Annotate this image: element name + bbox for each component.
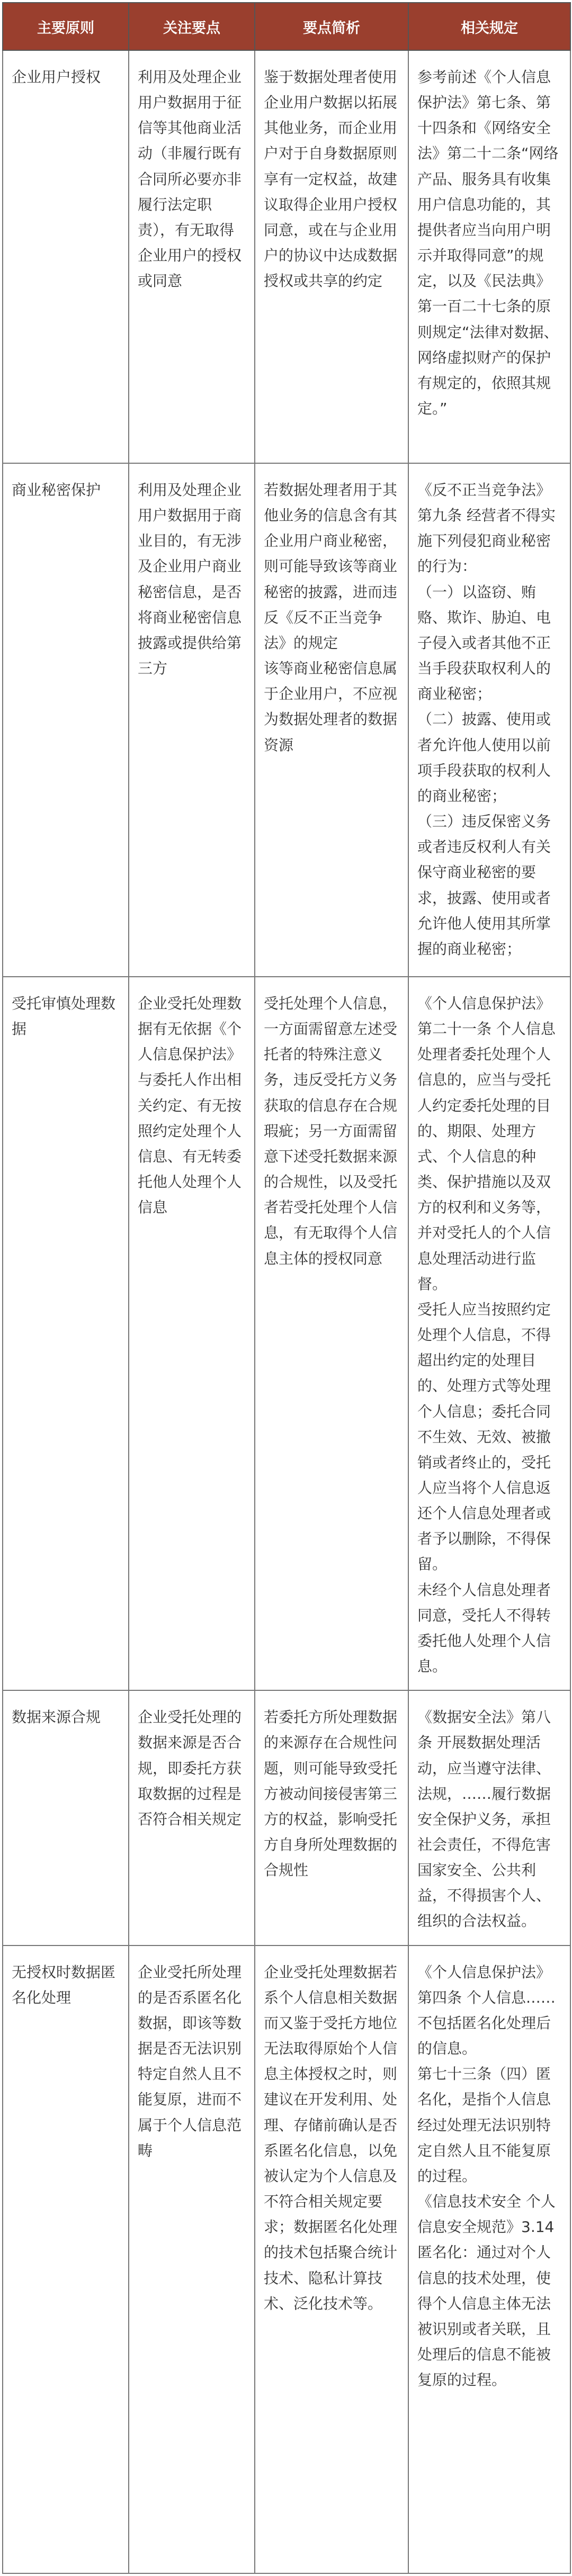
- analysis-text: 若委托方所处理数据的来源存在合规性问题，则可能导致受托方被动间接侵害第三方的权益，影响受托方自身所处理数据的合规性: [264, 1708, 398, 1879]
- cell-regulation: [408, 977, 570, 1690]
- cell-focus: [129, 977, 255, 1690]
- regulation-table: [2, 2, 571, 2574]
- regulation-text: 未经个人信息处理者同意，受托人不得转委托他人处理个人信息。: [417, 1581, 551, 1676]
- regulation-text: （二）披露、使用或者允许他人使用以前项手段获取的权利人的商业秘密；: [417, 710, 551, 805]
- cell-analysis: [255, 1690, 408, 1945]
- cell-focus: [129, 463, 255, 977]
- cell-principle: [3, 1690, 129, 1945]
- header-analysis: 要点简析: [255, 3, 408, 50]
- regulation-text: 《个人信息保护法》第二十一条 个人信息处理者委托处理个人信息的，应当与受托人约定委托处理的目的、期限、处理方式、个人信息的种类、保护措施以及双方的权利和义务等，并对受托人的个人信息处理活动进行监督。: [417, 995, 556, 1293]
- cell-focus: [129, 50, 255, 463]
- cell-principle: [3, 463, 129, 977]
- cell-regulation: [408, 1690, 570, 1945]
- cell-analysis: [255, 463, 408, 977]
- analysis-text: 鉴于数据处理者使用企业用户数据以拓展其他业务，而企业用户对于自身数据原则享有一定权益，故建议取得企业用户授权同意，或在与企业用户的协议中达成数据授权或共享的约定: [264, 68, 398, 290]
- table-row: [3, 463, 570, 977]
- regulation-text: 《数据安全法》第八条 开展数据处理活动，应当遵守法律、法规，……履行数据安全保护义务，承担社会责任，不得危害国家安全、公共利益，不得损害个人、组织的合法权益。: [417, 1708, 551, 1930]
- cell-regulation: [408, 50, 570, 463]
- analysis-text: 企业受托处理数据若系个人信息相关数据而又鉴于受托方地位无法取得原始个人信息主体授权之时，则建议在开发利用、处理、存储前确认是否系匿名化信息，以免被认定为个人信息及不符合相关规定要求；数据匿名化处理的技术包括聚合统计技术、隐私计算技术、泛化技术等。: [264, 1963, 398, 2312]
- table-row: [3, 1690, 570, 1945]
- cell-focus: [129, 1690, 255, 1945]
- focus-text: 利用及处理企业用户数据用于征信等其他商业活动（非履行既有合同所必要亦非履行法定职责），有无取得企业用户的授权或同意: [138, 68, 242, 290]
- principle-text: 数据来源合规: [12, 1708, 101, 1726]
- table-row: [3, 50, 570, 463]
- cell-focus: [129, 1945, 255, 2573]
- analysis-text: 该等商业秘密信息属于企业用户，不应视为数据处理者的数据资源: [264, 660, 398, 754]
- regulation-text: 《信息技术安全 个人信息安全规范》3.14 匿名化：通过对个人信息的技术处理，使得个人信息主体无法被识别或者关联，且处理后的信息不能被复原的过程。: [417, 2193, 556, 2389]
- analysis-text: 受托处理个人信息，一方面需留意左述受托者的特殊注意义务，违反受托方义务获取的信息存在合规瑕疵；另一方面需留意下述受托数据来源的合规性，以及受托者若受托处理个人信息，有无取得个人信息主体的授权同意: [264, 995, 398, 1267]
- regulation-text: （一）以盗窃、贿赂、欺诈、胁迫、电子侵入或者其他不正当手段获取权利人的商业秘密；: [417, 583, 551, 703]
- table-header-row: [3, 3, 570, 50]
- regulation-text: 《个人信息保护法》第四条 个人信息……不包括匿名化处理后的信息。: [417, 1963, 556, 2058]
- focus-text: 利用及处理企业用户数据用于商业目的，有无涉及企业用户商业秘密信息，是否将商业秘密信息披露或提供给第三方: [138, 481, 242, 678]
- cell-analysis: [255, 977, 408, 1690]
- principle-text: 受托审慎处理数据: [12, 995, 116, 1038]
- cell-regulation: [408, 1945, 570, 2573]
- regulation-text: 《反不正当竞争法》第九条 经营者不得实施下列侵犯商业秘密的行为：: [417, 481, 556, 575]
- focus-text: 企业受托所处理的是否系匿名化数据，即该等数据是否无法识别特定自然人且不能复原，进而不属于个人信息范畴: [138, 1963, 242, 2159]
- table-row: [3, 1945, 570, 2573]
- cell-analysis: [255, 50, 408, 463]
- regulation-text: 受托人应当按照约定处理个人信息，不得超出约定的处理目的、处理方式等处理个人信息；委托合同不生效、无效、被撤销或者终止的，受托人应当将个人信息返还个人信息处理者或者予以删除，不得保留。: [417, 1300, 551, 1573]
- cell-regulation: [408, 463, 570, 977]
- cell-analysis: [255, 1945, 408, 2573]
- cell-principle: [3, 1945, 129, 2573]
- table-row: [3, 977, 570, 1690]
- header-principle: 主要原则: [3, 3, 129, 50]
- header-focus: 关注要点: [129, 3, 255, 50]
- header-regulation: 相关规定: [408, 3, 570, 50]
- principle-text: 企业用户授权: [12, 68, 101, 86]
- principle-text: 商业秘密保护: [12, 481, 101, 499]
- regulation-text: 第七十三条（四）匿名化，是指个人信息经过处理无法识别特定自然人且不能复原的过程。: [417, 2065, 551, 2185]
- cell-principle: [3, 50, 129, 463]
- focus-text: 企业受托处理数据有无依据《个人信息保护法》与委托人作出相关约定、有无按照约定处理个人信息、有无转委托他人处理个人信息: [138, 995, 242, 1217]
- regulation-text: （三）违反保密义务或者违反权利人有关保守商业秘密的要求，披露、使用或者允许他人使用其所掌握的商业秘密；: [417, 813, 551, 958]
- focus-text: 企业受托处理的数据来源是否合规，即委托方获取数据的过程是否符合相关规定: [138, 1708, 242, 1828]
- analysis-text: 若数据处理者用于其他业务的信息含有其企业用户商业秘密，则可能导致该等商业秘密的披露，进而违反《反不正当竞争法》的规定: [264, 481, 398, 652]
- principle-text: 无授权时数据匿名化处理: [12, 1963, 116, 2006]
- regulation-text: 参考前述《个人信息保护法》第七条、第十四条和《网络安全法》第二十二条“网络产品、服务具有收集用户信息功能的，其提供者应当向用户明示并取得同意”的规定，以及《民法典》第一百二十七条的原则规定“法律对数据、网络虚拟财产的保护有规定的，依照其规定。”: [417, 68, 559, 418]
- cell-principle: [3, 977, 129, 1690]
